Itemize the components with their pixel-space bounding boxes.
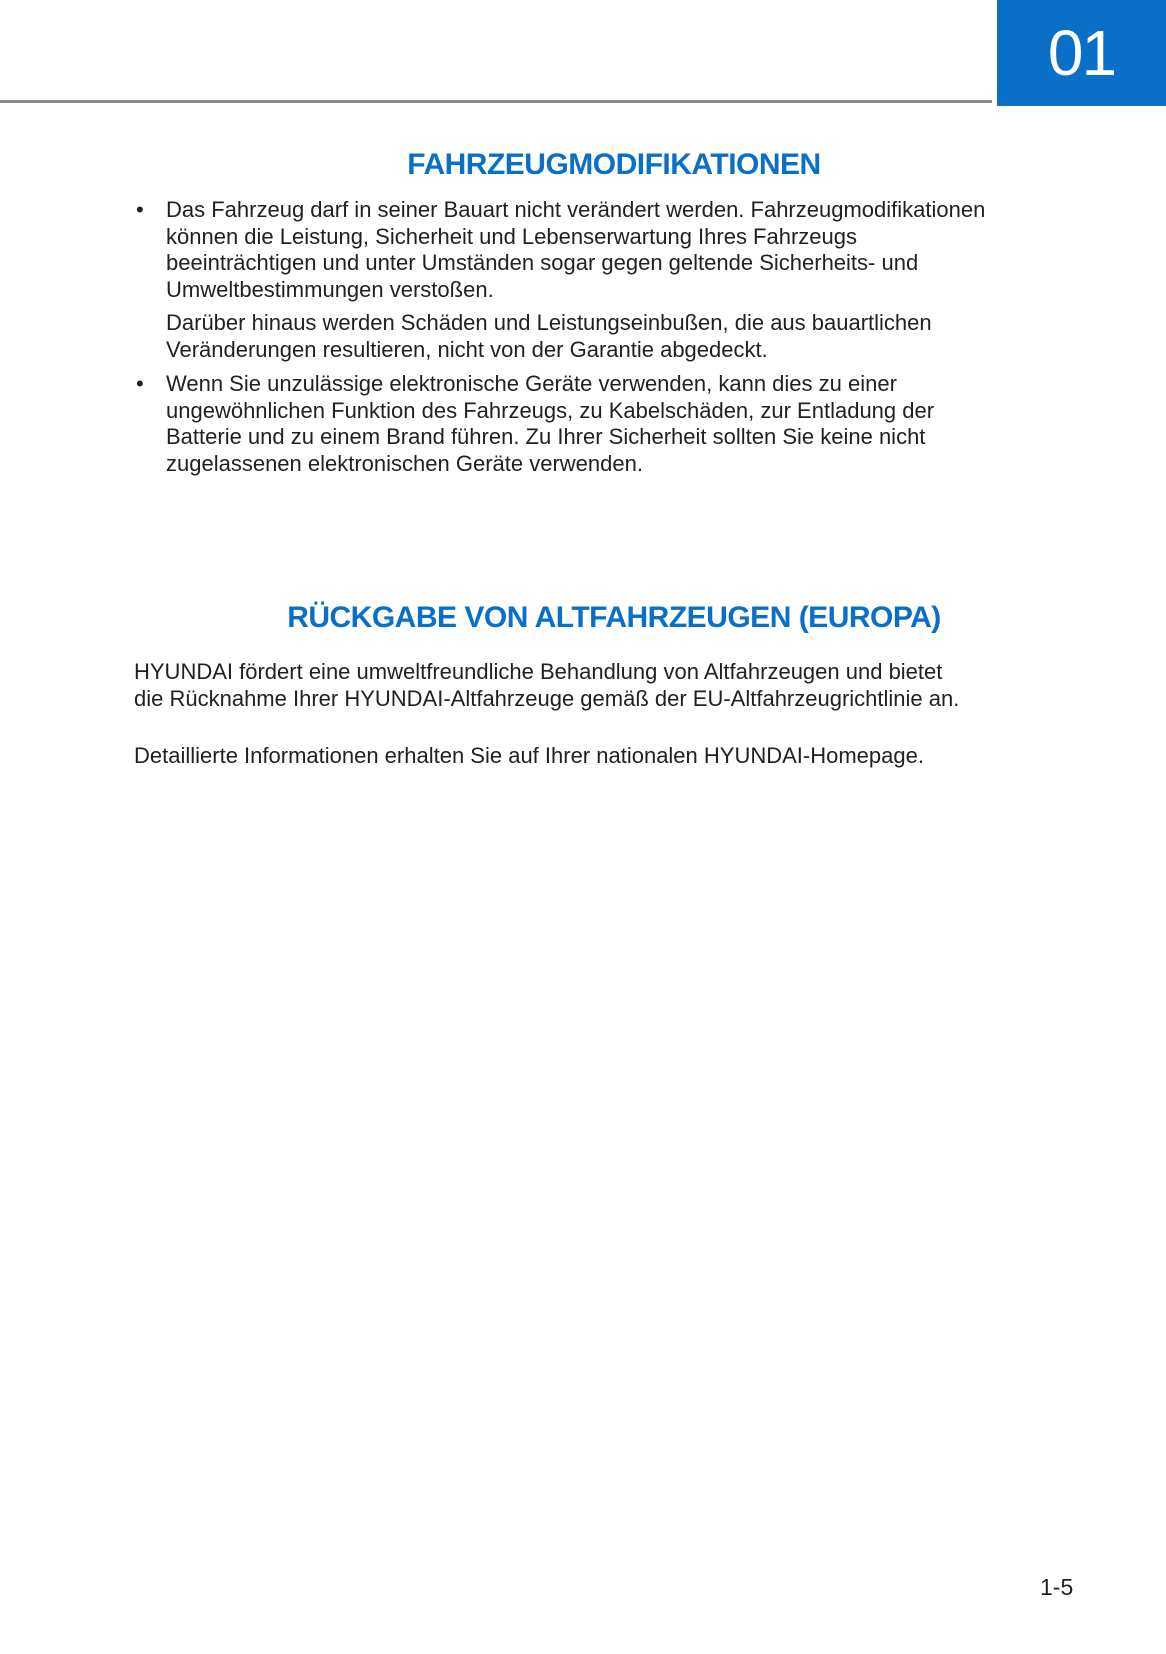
- text-line: Darüber hinaus werden Schäden und Leistungseinbußen, die aus bauartlichen: [166, 310, 932, 335]
- bullet-marker: •: [136, 197, 144, 222]
- paragraph: [134, 659, 959, 712]
- text-line: Veränderungen resultieren, nicht von der Garantie abgedeckt.: [166, 336, 768, 362]
- chapter-tab: 01: [997, 0, 1166, 106]
- paragraph: [134, 743, 924, 770]
- text-line: Umweltbestimmungen verstoßen.: [166, 276, 494, 302]
- section-title-modifications: FAHRZEUGMODIFIKATIONEN: [407, 148, 821, 181]
- text-line: die Rücknahme Ihrer HYUNDAI-Altfahrzeuge gemäß der EU-Altfahrzeugrichtlinie an.: [134, 685, 960, 711]
- text-line: HYUNDAI fördert eine umweltfreundliche Behandlung von Altfahrzeugen und bietet: [134, 659, 943, 684]
- text-line: beeinträchtigen und unter Umständen sogar gegen geltende Sicherheits- und: [166, 250, 919, 275]
- text-line: Detaillierte Informationen erhalten Sie auf Ihrer nationalen HYUNDAI-Homepage.: [134, 743, 924, 768]
- text-line: können die Leistung, Sicherheit und Lebenserwartung Ihres Fahrzeugs: [166, 223, 858, 249]
- text-line: Batterie und zu einem Brand führen. Zu Ihrer Sicherheit sollten Sie keine nicht: [166, 424, 926, 449]
- section-title-end-of-life-vehicles: RÜCKGABE VON ALTFAHRZEUGEN (EUROPA): [287, 601, 941, 634]
- bullet-2: [136, 371, 935, 477]
- bullet-marker: •: [136, 371, 144, 396]
- header-rule: [0, 100, 992, 103]
- text-line: Das Fahrzeug darf in seiner Bauart nicht verändert werden. Fahrzeugmodifikationen: [166, 197, 986, 222]
- page-number: 1-5: [1040, 1574, 1074, 1600]
- bullet-1: [136, 197, 986, 303]
- text-line: Wenn Sie unzulässige elektronische Geräte verwenden, kann dies zu einer: [166, 371, 897, 396]
- text-line: ungewöhnlichen Funktion des Fahrzeugs, zu Kabelschäden, zur Entladung der: [166, 397, 935, 423]
- text-line: zugelassenen elektronischen Geräte verwenden.: [166, 450, 643, 476]
- bullet-1-paragraph-2: [166, 310, 932, 363]
